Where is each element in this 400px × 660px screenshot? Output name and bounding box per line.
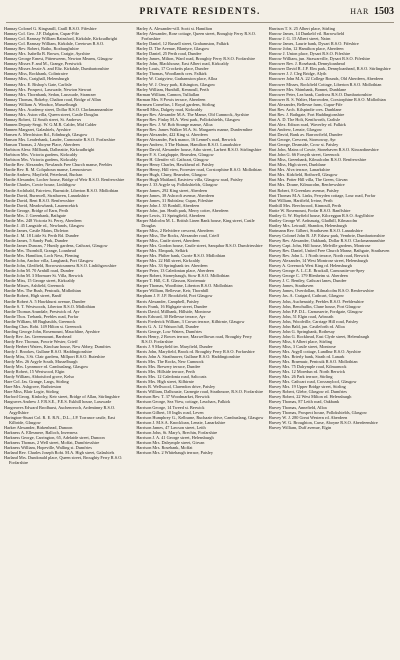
directory-entry: Hannay Col. Ramsay William Rainsford, Kirkdale, Kirkcudbright	[4, 36, 118, 42]
directory-entry: Harnell Miss, Dalgety road, Kirkcaldy	[136, 106, 203, 112]
directory-entry: Harrower Misses, Rockfield Cottage, Liberton R.S.O. Midlothian	[268, 81, 382, 87]
directory-entry: Harkness Thomas, 2 Well street, Moffat, Dumfriesshire	[4, 439, 100, 445]
directory-entry: Harvey George A. L.C.E. Brackall, Carnoustie-on-Spey	[268, 268, 365, 274]
directory-entry: Harley W. Craigview, Grahamston place, Alloa	[136, 76, 218, 82]
running-head	[334, 6, 394, 17]
directory-entry: Harrower R. S. Walter, Harrowden, Corstorphine R.S.O. Midlothian	[268, 96, 386, 102]
directory-entry: Harris Edward, 30 Bellevue terrace, Ayr	[136, 313, 206, 319]
directory-entry: Harvey William, Duff avenue, Elgin	[268, 424, 332, 430]
directory-entry: Harper James, 31 Rubislaw, Cupar, Fifeshire	[136, 197, 214, 203]
directory-entry: Harvey Jas. A. Craigard, Cathcart, Glasgow	[268, 293, 344, 299]
directory-entry: Harper Miss, Castle street, Aberdeen	[136, 237, 200, 243]
directory-entry: Hannen Margaret, Galashiels, Ayrshire	[4, 126, 71, 132]
directory-entry: Hardie Archibald, Fairview, Burnside, Liberton R.S.O. Midlothian	[4, 187, 119, 193]
directory-entry: Hannay Misses F. and M., Grange, Prestwick	[4, 61, 82, 67]
directory-entry: Hardie Alexander, Locher house, Bridge of Weir R.S.O. Renfrewshire	[4, 177, 125, 183]
directory-entry: Harrower Mrs. Shimbank, Bonnet, Dunblane	[268, 86, 347, 92]
directory-entry: Hanson Thomas, 2 Aboyne Place, Aberdeen	[4, 142, 80, 148]
directory-column-3	[269, 26, 396, 650]
directory-entry: Hardie James Duncan, 7 Huntly gardens, Cathcart, Glasgow	[4, 243, 108, 249]
directory-entry: Hardie James, Castle Mains, Dirleton	[4, 227, 69, 233]
directory-entry: Harrison Humphrey G., Kelburne, Ruchazie drive, Cambuslang, Glasgow	[136, 414, 264, 420]
directory-entry: Harvey Rev. John L. 1 North terrace, North road, Berwick	[268, 253, 369, 259]
directory-entry: Harrower Rev. J. Rosebank, Dennyloanhead	[268, 61, 345, 67]
directory-entry: Hart Andrew, Lenzie, Glasgow	[268, 126, 322, 132]
directory-entry: Hart George, Crescent, Stornoway, Ayr	[268, 137, 336, 143]
directory-entry: Harper Mrs. Gordon house, Castle street, Sanquhar R.S.O. Dumfriesshire	[136, 243, 263, 249]
directory-entry: Harvey Alexander, 14 West Montrose street, Helensburgh	[268, 258, 368, 264]
directory-entry: Hardie J. 45 Langside rd., Newlands, Glasgow	[4, 222, 85, 228]
directory-entry: Harvey J. C. Bentley, Cathcart lanes, Dundee	[268, 278, 347, 284]
directory-columns	[4, 26, 396, 650]
directory-entry: Harvey John, Auchenairly, Peebles R.S.O. Peeblesshire	[268, 298, 364, 304]
directory-entry: Harvey James, Strathaven	[268, 283, 314, 289]
directory-entry: Harper Lewis, 31 Springfield, Aberdeen	[136, 212, 206, 218]
directory-entry: Harrow James, 14 Dunkeld vil. Barrowfield	[268, 31, 345, 37]
directory-entry: Harrower David R. J.P. Elm park, Dennyloanhead, R.S.O. Stirlingshire	[268, 66, 391, 72]
directory-entry: Hart Mrs. Potter Hill villa, The Green, Girvan	[268, 177, 348, 183]
directory-entry: Harrison George, Sea View, cottage, Leuchars, Falkirk	[136, 399, 231, 405]
directory-entry: Hardy Mrs. 26 Argyle South, Musselburgh	[4, 359, 78, 365]
directory-entry: Harper Mrs. 22 Hill street, Kirkcaldy	[136, 258, 201, 264]
directory-entry: Hannay Misses Jessie A. and Eliz. Kirkdale, Dumbartonshire	[4, 66, 110, 72]
directory-entry: Harman Mrs. 8 Powis terrace, Aberdeen	[136, 96, 206, 102]
directory-entry: Harper William, Bellevue, Keir, Thornhill	[136, 288, 209, 294]
directory-entry: Harrow J. G. 15 Albert street, Nairn	[268, 36, 331, 42]
directory-entry: Hannay Thomas, Rokeby, Chalton road, Bridge of Allan	[4, 96, 101, 102]
directory-entry: Harper Andrew, 3 The Hainan, Hamilton R.S.O. Lanarkshire	[136, 142, 241, 148]
directory-entry: Hare Col. Jas. Grange, Largs, Stirling	[4, 379, 69, 385]
directory-entry: Harding Chas. Robt. 149 Hilton st. Greenock	[4, 323, 82, 329]
directory-entry: Hannay Col. Geo. J.F. Dalgairn, Cupar-Fife	[4, 31, 79, 37]
directory-entry: Harbison Mrs. Victoria gardens, Kirkcaldy	[4, 152, 78, 158]
directory-entry: Harper James, 292 King street, Aberdeen	[136, 187, 208, 193]
directory-entry: Harper Robert, Stoneyhaugh, Stow R.S.O. Midlothian	[136, 273, 230, 279]
directory-entry: Hardie Andrew, Mayfield, Peterhead, Buchan	[4, 172, 83, 178]
directory-entry: Harris G. A. 12 Watson hill, Dundee	[136, 323, 199, 329]
directory-entry: Harvey John, Woodville, Carriage Hill road, Paisley	[268, 318, 359, 324]
directory-entry: Hardie J. M. 18 Little St. Perth Rd. Dundee	[4, 232, 79, 238]
directory-entry: Hardie James, 5 Sandy Park, Dundee	[4, 237, 68, 243]
directory-entry: Harper Mrs. 33 Springbank ter. Aberdeen	[136, 263, 208, 269]
directory-entry: Harpham J. F. J.P. Brookfield, Port Glasgow	[136, 293, 213, 299]
directory-entry: Harrison James, 47 Lawson street, Leith	[136, 424, 206, 430]
directory-entry: Harper James, 38 Ashcroft avenue, Aberdeen	[136, 192, 215, 198]
directory-entry: Harvey Mrs. Brierly bank, Strath rd. Lanark	[268, 354, 345, 360]
directory-entry: Harvey Capt. John, Hill house, Melville gardens, Montrose	[268, 243, 371, 249]
directory-entry: Harris Mrs. Brewery terrace, Dundee	[136, 364, 201, 370]
directory-entry: Harvey John, 51 Elgin road, Arbroath	[268, 313, 334, 319]
directory-entry: Hannay Mrs. Thornbank, Sedan, Lasswade, Stranraer	[4, 91, 96, 97]
directory-entry: Hardie John, Gledfield, Borrowstounness R.S.O. Linlithgowshire	[4, 263, 117, 269]
directory-entry: Harrower Peter, Lea bank, Cardross R.S.O. Dumbartonshire	[268, 91, 372, 97]
directory-entry: Harvey Mrs. 12 Moredun rd. North Berwick	[268, 369, 346, 375]
directory-entry: Harvey James, Overdollan, Kilmalcolm R.S.O. Renfrewshire	[268, 288, 374, 294]
directory-entry: Harley Thomas, Woodlands cres. Falkirk	[136, 71, 207, 77]
directory-entry: Harrison J. A. 41 George street, Helensburgh	[136, 434, 214, 440]
directory-entry: Hardie David, Meadowbank, Laurencekirk	[4, 202, 78, 208]
directory-entry: Hannay Mrs. Isabella B. Brown, Craigie, Ayrshire	[4, 51, 91, 57]
directory-entry: Hardie John, Anchor villa, Langbank, Port Glasgow	[4, 258, 94, 264]
directory-entry: Hart Thomas M.A. Links, Ferryden cottage, Lour road, Forfar	[268, 192, 376, 198]
directory-entry: Harper J. 33 Argyle sq. Pollokshields, Glasgow	[136, 182, 218, 188]
directory-entry: Hardie S. T. Westwoods, Liberton R.S.O. Midlothian	[4, 303, 96, 309]
directory-entry: Harrison J. M.S.A. Knockloan, Lenzie, Lanarkshire	[136, 419, 226, 425]
directory-entry: Hardie George, Bridge of Earn, Perth	[4, 207, 69, 213]
directory-entry: Harvey A. Greenock West King rd. Helensburgh	[268, 263, 352, 269]
directory-entry: Harvey Mrs. Argyll cottage, Lundhur R.S.O. Ayrshire	[268, 349, 361, 354]
directory-entry: Harrison Mrs. Dalrymple street, Girvan	[136, 439, 205, 445]
directory-entry: Hardy Mrs. Lynnmore rd. Cambuslang, Glasgow	[4, 364, 89, 370]
directory-entry: Hardie Robert A. 5 Hawkhurst avenue, Dundee	[4, 298, 86, 304]
directory-entry: Harris Mrs. Hillside terrace, Perth	[136, 369, 195, 375]
directory-entry: Harvey Thomas, 87 Leith road, Oakbank	[268, 399, 340, 405]
directory-entry: Harley W. J. Oswy park, Kilsington, Glasgow	[136, 81, 216, 87]
directory-entry: Harkness George, Carrington, 65, Adelaide street, Dunoon	[4, 434, 105, 440]
directory-entry: Harvey Rev. Daniel, United Free Church Manse, Bathgate, Strathaven	[268, 248, 390, 254]
directory-entry: Harrison John, St. Mary's, Brechin, Forfarshire	[136, 429, 218, 435]
directory-entry: Harper T. Hill, C.E. Glasson, Kirriemuir	[136, 278, 206, 284]
directory-entry: Harris Alexander, Campbell, Paisley	[136, 298, 200, 304]
directory-entry: Harvey Colonel John B. J.P. Eshaw park, Vembrie, Dumbartonshire	[268, 232, 385, 238]
directory-entry: Hannay Miss, Craighall, Helensburgh	[4, 76, 69, 82]
directory-entry: Hannay Mrs. Aston villa, Queen street, Castle Douglas	[4, 111, 99, 117]
directory-entry: Hardie John M. 70 Arnhill road, Dundee	[4, 268, 74, 274]
page-number: 1503	[374, 6, 394, 17]
directory-entry: Harper Malcolm M. L. British Linen Bank house, King street, Castle Douglas	[136, 217, 255, 228]
directory-entry: Hart Rev. J. Bathgate, Fort Haddingtonshire	[268, 111, 345, 117]
directory-entry: Harper Miss, The Rocks, Alexander road, Crieff	[136, 232, 220, 238]
directory-entry: Harvey John G. Springbank, Rothesay	[268, 328, 335, 334]
directory-entry: Hannay Colonel G. Kingsmill, Craill R.S.O. Fifeshire	[4, 26, 97, 31]
directory-entry: Hart Miss, Greenbank, Kilmalcolm R.S.O. Renfrewshire	[268, 157, 367, 163]
directory-entry: Harper Hugh Maitland, Eastview villa, Glasgow road, Paisley	[136, 177, 243, 183]
directory-entry: Hart George, Deanside, Crow st. Paisley	[268, 142, 339, 148]
page-header	[6, 6, 394, 23]
directory-entry: Harvey Mrs. Cathcart road, Crossmyloof, Glasgow	[268, 379, 357, 385]
directory-entry: Harland Mrs. Dundonald place, Queen street, Broughty Ferry R.S.O. Forfarshire	[4, 454, 123, 466]
directory-entry: Harrow James, Laurie bank, Dysart R.S.O. Fifeshire	[268, 41, 359, 47]
directory-entry: Harrison Rev. T. 37 Woodmarket, Berwick	[136, 394, 210, 400]
directory-entry: Hart Rev. Arch. Kilspindie cres. Dunblane	[268, 106, 342, 112]
directory-entry: Harper Henry Charles, Hawkhead rd. Paisley	[136, 162, 215, 168]
directory-entry: Harrower John M.A. 22 College Bounds, Old Aberdeen, Aberdeen	[268, 76, 384, 82]
directory-entry: Hare Mrs. Ashgrove, Ruthrieston	[4, 384, 62, 390]
directory-entry: Harper John, jun. Heath park, Merry cotter, Aberdeen	[136, 207, 229, 213]
directory-entry: Harley Daniel, 25 Perth road, Dundee	[136, 51, 202, 57]
directory-entry: Hart Mrs. Doune, Kilmacolm, Renfrewshire	[268, 182, 345, 188]
directory-entry: Hardie Rev. Alexander, Newlands Free Church manse, Peebles	[4, 162, 113, 168]
directory-column-1	[4, 26, 131, 650]
directory-entry: Hargraves Andrew J. F.R.S.E., F.E.S. Eskhill house, Lasswade	[4, 399, 112, 405]
directory-entry: Harvey Robert, 22 West Milton rd. Helensburgh	[268, 394, 352, 400]
directory-entry: Hart John G. 66 Forsyth street, Greenock	[268, 152, 340, 158]
directory-entry: Hare Miss, Blair Logie, Stirling	[4, 389, 59, 395]
directory-entry: Harvey Thomas, Annefield, Alloa	[268, 404, 327, 410]
directory-entry: Hardie Misses, Ashfield, Greenock	[4, 283, 65, 289]
directory-entry: Harland Rev. Charles Joseph Robt. M.A. High street, Galashiels	[4, 449, 115, 455]
directory-entry: Harley A. Alexander-vill. Scott st. Hamilton	[136, 26, 213, 31]
directory-entry: Harrower J. J. Cleg Bridge, Alyth	[268, 71, 327, 77]
directory-entry: Harvey Robert, Glebe, Glasgow rd. Dumfries	[268, 389, 347, 395]
directory-entry: Hardie Thos. Trebank, Peebles road, Forfar	[4, 313, 79, 319]
directory-entry: Harley James, Milton, Ward road, Broughty Ferry R.S.O. Forfarshire	[136, 56, 256, 62]
directory-entry: Harmsen Cornelius, 1 Royal gardens, Stirling	[136, 101, 215, 107]
directory-entry: Harington-Stuart Col. R. E. R.N., D.L., J.P. Torrance castle, East Kilbride, Glasgow	[4, 414, 115, 425]
directory-entry: Hartley Mrs. Letraulf, Shandon, Helensburgh	[268, 222, 347, 228]
directory-entry: Hart William, Hartfield, Irvine, Perth	[268, 197, 333, 203]
directory-entry: Harper Rev. James Walker M.A. St. Margarets manse, Dunfermline	[136, 126, 253, 132]
directory-entry: Harper Peter, 13 Caledonian place, Aberdeen	[136, 268, 214, 274]
directory-entry: Hannay William A. Windsor, Musselburgh	[4, 101, 78, 107]
directory-entry: Harkness William, Hopeville, Walling st. Dumfries	[4, 444, 92, 450]
directory-entry: Harvey Thomas, Prospect house, Pollokshields, Glasgow	[268, 409, 367, 415]
directory-entry: Harvey Mrs. 26 Park terrace, Stirling	[268, 374, 333, 380]
directory-entry: Hartmann Rev. Gilbert, Strathaven R.S.O. Lanarkshire	[268, 227, 363, 233]
directory-entry: Hannay Col. Ramsay William, Kirkdale, Creetown R.S.O.	[4, 41, 105, 47]
directory-entry: Hannay Robert, 12 South street, St. Andrews	[4, 116, 82, 122]
directory-entry: Harper Alexander, 422 King st. Aberdeen	[136, 131, 208, 137]
directory-entry: Harper Miss, 2 Belvidere crescent, Aberdeen	[136, 227, 214, 233]
directory-entry: Hartley G. W. Hayfield house, Kilcreggan R.S.O. Argyllshire	[268, 212, 374, 218]
directory-entry: Harley John, Blackhouse, East Albert road, Kirkcaldy	[136, 61, 229, 67]
directory-entry: Harvey W. G. Broughton, Carse, Aboyne R.S.O. Aberdeenshire	[268, 419, 378, 425]
directory-entry: Hannay Mrs. Academy street, Dollar R.S.O. Clackmannanshire	[4, 106, 113, 112]
directory-entry: Harrison T. S. 25 Albert place, Stirling	[268, 26, 335, 31]
directory-entry: Harker Alexander, Birkenhead, Dunoon	[4, 424, 73, 430]
running-head-word: HAR	[350, 7, 369, 16]
directory-entry: Harris Mrs. High street, Kilbirnie	[136, 379, 194, 385]
directory-entry: Harvey Mrs. 75 Dalrymple road, Kilmarnock	[268, 364, 347, 370]
directory-entry: Harper Mrs. Philter bank, Currie R.S.O. Midlothian	[136, 253, 226, 259]
directory-entry: Hardie Rev. R. M. Colquhoun manse, Lennoxtown	[4, 167, 92, 173]
directory-entry: Harris John A. Strathnaver, Gullane R.S.O. Haddingtonshire	[136, 354, 241, 360]
directory-entry: Harper John J. 35 Bonhill, Aberdeen	[136, 202, 200, 208]
directory-entry: Harley Daniel, 12 Russell street, Grahamston, Falkirk	[136, 41, 229, 47]
directory-entry: Hardie Miss, 15 George street, Kirkcaldy	[4, 278, 75, 284]
directory-entry: Harman William, Cannon, Tulliallan	[136, 91, 200, 97]
directory-entry: Hardie Mrs. The Bush, Penicuik, Midlothian	[4, 288, 81, 294]
directory-entry: Harris David, Millbank, Hillside, Montrose	[136, 308, 211, 314]
directory-entry: Harris Mrs. The Rocks, New Cumnock	[136, 359, 204, 365]
directory-entry: Harvey Rev. Alexander, Oakbank, Dollar R.S.O. Clackmannanshire	[268, 237, 386, 243]
directory-entry: Harvey John G. Rockhead, East Clyde street, Helensburgh	[268, 333, 370, 339]
directory-entry: Harrison Mrs. Rosebank, Moffat	[136, 444, 193, 450]
directory-entry: Hardy Herbert Waters, Kincluar house, New Abbey, Dumfries	[4, 343, 111, 349]
directory-entry: Harvey John F.P. D.L. Carnasserie, Fordgate, Glasgow	[268, 308, 363, 314]
directory-entry: Hardie Mrs. Thornhill, Grange, Loanhead	[4, 248, 76, 254]
directory-entry: Harris J. 9 Maryfield ter. Maryfield, Dundee	[136, 343, 213, 349]
directory-entry: Hanson Mrs. Leaderbank, Lauder, Carnoustie R.S.O. Forfarshire	[4, 137, 116, 143]
directory-entry: Hardie John M. 3 Mormaer St. Villa, Berwick	[4, 273, 83, 279]
directory-entry: Harris Henry, 2 Bowes terrace, Maxwelltown road, Broughty Ferry R.S.O. Forfarshire	[136, 333, 252, 344]
directory-entry: Harvey John, Benchullin, Clune house, Port Glasgow	[268, 303, 361, 309]
directory-entry: Hart Miss, High street, Dunblane	[268, 162, 326, 168]
directory-entry: Harris Frank, 16 Highgate street, Dundee	[136, 303, 208, 309]
directory-entry: Hart Robert, 8 Greenlaw avenue, Paisley	[268, 187, 339, 193]
directory-entry: Harvey Mrs. 19 Upper Bridge street, Stirling	[268, 384, 346, 390]
directory-entry: Harley Alexander, Rose cottage, Queen street, Broughty Ferry R.S.O. Forfarshire	[136, 31, 256, 42]
directory-entry: Hardy Robert, 15 Westwood, Elgin	[4, 369, 65, 375]
directory-entry: Hart Alex. Edison road, Waverley rd. Falkirk	[268, 121, 346, 127]
directory-entry: Harvey Miss, 3 Castle street, Montrose	[268, 343, 336, 349]
directory-entry: Harley William, Hunthill, Kennoull, Perth	[136, 86, 209, 92]
directory-entry: Harper Rev. Alexander M.A. The Manse, Old Cumnock, Ayrshire	[136, 111, 250, 117]
directory-entry: Hardy Rev. Jas. Greenmount, Barrhead	[4, 333, 72, 339]
directory-entry: Harvey Miss, 6 Albert place, Stirling	[268, 338, 333, 344]
directory-entry: Hartley George W. Ardnasaig, Gladhill, Kilmacolm	[268, 217, 358, 223]
directory-entry: Hannay Mrs. E. Bishop's Gate, Carlisle	[4, 81, 72, 87]
directory-column-2	[136, 26, 263, 650]
directory-entry: Harding George John, Rosemount, Mauchline, Ayrshire	[4, 328, 100, 334]
directory-entry: Hardie Mrs. 248 Victoria St. Perry, Aberdeen	[4, 217, 82, 223]
directory-entry: Harris John, Maryfield, Brook rd. Broughty Ferry R.S.O. Forfarshire	[136, 349, 255, 354]
directory-entry: Hannen Deputy-Sergt. W. G.M.R. Calder, Mid Calder	[4, 121, 97, 127]
directory-entry: Hansen A. Merchiston Rd., Edinburgh, Glasgow	[4, 131, 88, 137]
directory-entry: Harrow William, jun. Strawarville, Dysart R.S.O. Fifeshire	[268, 56, 371, 62]
directory-entry: Hardie Mrs. Hamilton, Loch Ness, Fleming	[4, 253, 79, 259]
directory-entry: Harris George, Low Waters, Dumfries	[136, 328, 202, 334]
directory-entry: Hart Mrs. Kirkfield, Bothwell, Glasgow	[268, 172, 338, 178]
directory-entry: Hardie Charles, Cowie house, Linlithgow	[4, 182, 76, 188]
directory-entry: Hardie David, Bent R.S.O. Renfrewshire	[4, 197, 75, 203]
directory-entry: Harper Alexander, Park manor, 16 Lennel's road, Berwick	[136, 137, 237, 143]
directory-entry: Hardy Rev. Thomas, Powrie Wester, Crieff	[4, 338, 78, 344]
directory-entry: Harley Louis, 17 Crocketts place, Dundee	[136, 66, 209, 72]
directory-entry: Hart Alexander, Bellevue farm, Cupar-Fife	[268, 101, 343, 107]
directory-entry: Hannay George Ernest, Pittenweem, Newton Mearns, Glasgow	[4, 56, 113, 62]
directory-entry: Hardy J. Brookes, Gullane R.S.O. Haddingtonshire	[4, 349, 93, 354]
directory-entry: Hardie Robert, High street, Banff	[4, 293, 62, 299]
directory-entry: Harper Thomas, Woodbine, Liberton R.S.O. Midlothian	[136, 283, 233, 289]
directory-entry: Harvey W. J. 280 Great Western rd. Aberdeen	[268, 414, 348, 420]
directory-entry: Harper Mrs. Elmpark, Selkirk	[136, 248, 188, 254]
directory-entry: Hardie Thomas Arundale, Prestwick rd. Ayr	[4, 308, 80, 314]
directory-entry: Harris R. Wellwood, Clarendon drive, Paisley	[136, 384, 216, 390]
directory-entry: Hannay Mrs. Prospect, Lasswade, Newton Stewart	[4, 86, 92, 92]
directory-entry: Harrow J. Union place, Dysart R.S.O. Fifeshire	[268, 51, 351, 57]
directory-entry: Harper Rev. Finlay M.A. West park, Pollokshields, Glasgow	[136, 116, 241, 122]
directory-entry: Harvey George C. 179 Blenheim st. Aberdeen	[268, 273, 348, 279]
directory-entry: Harvey John Bald, jun. Castleforth rd. Alloa	[268, 323, 345, 329]
directory-entry: Hart A. D. The Holt, Kenilworth, Carlisle	[268, 116, 341, 122]
directory-entry: Hannay Rev. Robert, Ratho, Roxburghshire	[4, 46, 79, 52]
directory-entry: Harper H. Glenifer vil. Cathcart, Glasgow	[136, 157, 209, 163]
directory-entry: Harper Henry, Hill view, Forrester road, Corstorphine R.S.O. Midlothian	[136, 167, 262, 173]
directory-entry: Harris William, Dalhousie, Carnegie road, Strathmore, R.S.O. Forfarshire	[136, 389, 264, 395]
directory-entry: Hannay Miss, Rockbank, Colintraive	[4, 71, 68, 77]
directory-entry: Harbison Mrs. Victoria gardens, Kirkcaldy	[4, 157, 78, 163]
directory-entry: Harris Frederick William, 3 Crown terrace, Kilbirnie, Glasgow	[136, 318, 245, 324]
directory-entry: Harper Rev. J. W. Bob Strange manse, Alloa	[136, 121, 213, 127]
directory-entry: Harvey Mrs. Braemuir, Penicuik R.S.O. Midlothian	[268, 359, 358, 365]
directory-entry: Hardy Miss, 3 St. Clair gardens, Millport R.S.O. Buteshire	[4, 354, 105, 360]
directory-entry: Hart David, Bank av. Barrowfield, Dundee	[268, 131, 343, 137]
directory-entry: Harper David, Alexander house, Atho street, Larbert R.S.O. Stirlingshire	[136, 147, 262, 153]
directory-entry: Hardie David, Burnwell, Strathaven, Lanarkshire	[4, 192, 89, 198]
directory-entry: Harbison Alexr. Millbank, Dalbeattie, Kirkcudbright	[4, 147, 95, 153]
directory-entry: Hart John, Mains of Cowie, Stonehaven R.S.O. Kincardineshire	[268, 147, 379, 153]
directory-entry: Hart Mrs. Alva terrace, Lanarkshire	[268, 167, 330, 173]
directory-entry: Hartie W. Rosemount, Forfar R.S.O. Banffshire	[268, 207, 351, 213]
directory-entry: Harrison Mrs. 2 Whitehaugh terrace, Paisley	[136, 449, 213, 455]
directory-entry: Harford Georg. Kinlochy, Keir street, Bridge of Allan, Stirlingshire	[4, 394, 120, 400]
directory-entry: Harper F. S. Craiglappie, Bearsden, Glasgow	[136, 152, 214, 158]
directory-entry: Harper Hugh, Cluny, Bearsden, Glasgow	[136, 172, 207, 178]
directory-entry: Hardy William, Abbotsford grove, Kelso	[4, 374, 75, 380]
directory-entry: Hargreaves Edward Brodhurst, Auchenreoch, Ardentinny R.S.O. Argyllshire	[4, 404, 116, 415]
page-title: PRIVATE RESIDENTS.	[139, 7, 261, 17]
directory-entry: Hardie William, 68 Bughaulds, Greenock	[4, 318, 76, 324]
directory-entry: Harrison Gilbert, 10 Inglis road, Leven	[136, 409, 204, 415]
directory-entry: Hardie Mrs. J. Greenbank, Bathgate	[4, 212, 66, 218]
directory-entry: Harrison George, 14 Tweed st. Berwick	[136, 404, 205, 410]
directory-entry: Harkness A. Ellesmere, Balloch, Inverness	[4, 429, 78, 435]
directory-entry: Harris Mrs. 12 Caledonia road, Saltcoats	[136, 374, 207, 380]
directory-entry: Harrow John, 12 Hamilton place, Aberdeen	[268, 46, 344, 52]
directory-entry: Harley D. The Avenue, Blantyre, Glasgow	[136, 46, 210, 52]
directory-entry: Harthill Mrs. Beechwood, Kinnoull, Perth	[268, 202, 342, 208]
